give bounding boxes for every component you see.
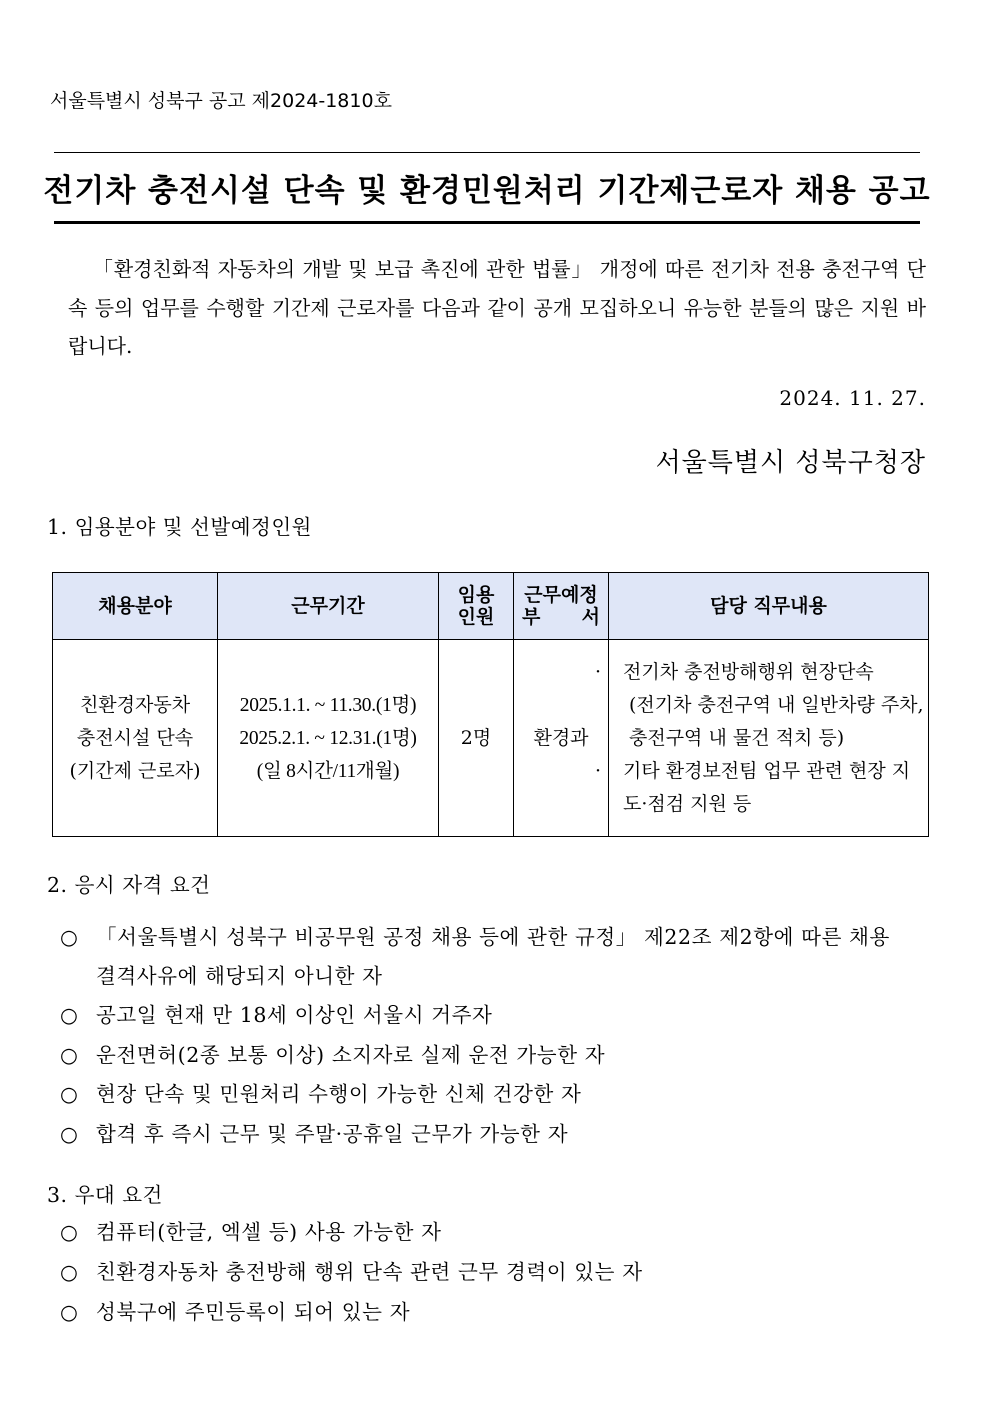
header-headcount-line-1: 임용	[457, 584, 495, 606]
header-department-char-2: 서	[581, 606, 600, 628]
list-item-text: 친환경자동차 충전방해 행위 단속 관련 근무 경력이 있는 자	[96, 1260, 643, 1284]
list-item	[60, 1036, 928, 1076]
list-item-text: 합격 후 즉시 근무 및 주말·공휴일 근무가 가능한 자	[96, 1121, 569, 1146]
list-item	[60, 918, 928, 996]
circle-bullet-icon: ○	[60, 1042, 79, 1067]
list-item	[60, 996, 928, 1036]
header-headcount	[439, 573, 514, 640]
section-2-heading: 2. 응시 자격 요건	[47, 873, 211, 897]
duty-bullet-2: ·	[595, 759, 602, 782]
table-row	[53, 640, 929, 837]
duty-item-1-detail: (전기차 충전구역 내 일반차량 주차, 충전구역 내 물건 적치 등)	[629, 693, 924, 749]
field-line-2: 충전시설 단속	[76, 726, 194, 749]
duty-item-2-text: 기타 환경보전팀 업무 관련 현장 지도·점검 지원 등	[623, 759, 911, 815]
cell-duty	[595, 640, 929, 837]
header-duty: 담당 직무내용	[609, 573, 929, 640]
duty-item-1	[595, 656, 928, 689]
circle-bullet-icon: ○	[60, 1082, 79, 1106]
notice-number: 서울특별시 성북구 공고 제2024-1810호	[50, 90, 392, 112]
circle-bullet-icon: ○	[60, 1003, 79, 1027]
list-item-text: 컴퓨터(한글, 엑셀 등) 사용 가능한 자	[96, 1220, 442, 1244]
list-item	[60, 1075, 928, 1115]
intro-text: 「환경친화적 자동차의 개발 및 보급 촉진에 관한 법률」 개정에 따른 전기차 전용 충전구역 단속 등의 업무를 수행할 기간제 근로자를 다음과 같이 공개 모집하오니 유능한 분들의 많은 지원 바랍니다.	[68, 257, 926, 358]
circle-bullet-icon: ○	[60, 1121, 79, 1146]
field-line-1: 친환경자동차	[79, 693, 191, 716]
preference-list	[60, 1212, 928, 1332]
list-item-text: 현장 단속 및 민원처리 수행이 가능한 신체 건강한 자	[96, 1082, 582, 1106]
duty-item-2	[595, 755, 928, 821]
section-1-heading: 1. 임용분야 및 선발예정인원	[47, 515, 312, 539]
cell-field	[53, 640, 218, 837]
table-header-row	[53, 573, 929, 640]
page-title: 전기차 충전시설 단속 및 환경민원처리 기간제근로자 채용 공고	[43, 172, 931, 209]
section-3-heading: 3. 우대 요건	[47, 1183, 163, 1207]
list-item-text-line-2: 결격사유에 해당되지 아니한 자	[96, 964, 383, 988]
recruitment-table	[52, 572, 929, 837]
circle-bullet-icon: ○	[60, 925, 79, 949]
circle-bullet-icon: ○	[60, 1220, 79, 1244]
header-department	[514, 573, 609, 640]
list-item-text-line-1: 「서울특별시 성북구 비공무원 공정 채용 등에 관한 규정」 제22조 제2항에 따른 채용	[96, 925, 890, 949]
period-line-3: (일 8시간/11개월)	[256, 760, 400, 782]
intro-paragraph	[68, 250, 926, 366]
list-item-text: 공고일 현재 만 18세 이상인 서울시 거주자	[96, 1003, 493, 1027]
cell-period	[218, 640, 439, 837]
eligibility-list	[60, 918, 928, 1154]
announcement-date: 2024. 11. 27.	[779, 386, 926, 410]
list-item	[60, 1115, 928, 1155]
period-line-1: 2025.1.1. ~ 11.30.(1명)	[239, 694, 417, 716]
list-item	[60, 1212, 928, 1252]
header-department-char-1: 부	[522, 606, 541, 628]
header-department-line-2	[514, 606, 608, 628]
field-line-3: (기간제 근로자)	[69, 759, 201, 782]
list-item	[60, 1252, 928, 1292]
list-item	[60, 1292, 928, 1332]
duty-item-1-text: 전기차 충전방해행위 현장단속	[623, 660, 874, 683]
header-period: 근무기간	[218, 573, 439, 640]
duty-bullet-1: ·	[595, 660, 602, 683]
header-headcount-line-2: 인원	[457, 606, 495, 628]
circle-bullet-icon: ○	[60, 1260, 79, 1284]
title-block	[43, 152, 931, 224]
header-department-line-1: 근무예정	[524, 584, 598, 606]
header-field: 채용분야	[53, 573, 218, 640]
issuer-name: 서울특별시 성북구청장	[655, 448, 926, 478]
cell-headcount: 2명	[439, 640, 514, 837]
cell-department: 환경과	[514, 640, 609, 837]
list-item-text: 성북구에 주민등록이 되어 있는 자	[96, 1300, 411, 1324]
period-line-2: 2025.2.1. ~ 12.31.(1명)	[239, 727, 417, 749]
circle-bullet-icon: ○	[60, 1300, 79, 1324]
list-item-text: 운전면허(2종 보통 이상) 소지자로 실제 운전 가능한 자	[96, 1042, 606, 1067]
